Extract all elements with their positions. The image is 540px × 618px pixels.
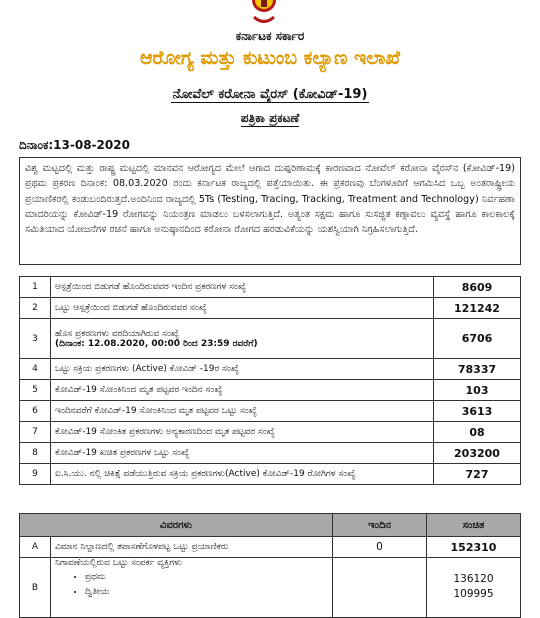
row-label: ನಿಗಾವಣೆಯಲ್ಲಿರುವ ಒಟ್ಟು ಸಂಪರ್ಕ ವ್ಯಕ್ತಿಗಳು <box>55 558 182 568</box>
table-row <box>20 422 521 443</box>
table-row <box>20 537 521 558</box>
release-type-heading <box>0 111 540 127</box>
row-today-value: 0 <box>333 537 427 558</box>
row-value: 103 <box>434 380 521 401</box>
header-cumulative: ಸಂಚಿತ <box>427 514 521 537</box>
details-table <box>19 513 521 618</box>
row-value: 727 <box>434 464 521 485</box>
row-label: ಹೊಸ ಪ್ರಕರಣಗಳು ವರದಿಯಾಗಿರುವ ಸಂಖ್ಯೆ <box>55 328 180 339</box>
row-today-value <box>333 558 427 618</box>
row-label: ಕೋವಿಡ್-19 ಖಚಿತ ಪ್ರಕರಣಗಳ ಒಟ್ಟು ಸಂಖ್ಯೆ <box>51 443 434 464</box>
row-number: 7 <box>20 422 51 443</box>
table-row <box>20 380 521 401</box>
header-details: ವಿವರಗಳು <box>20 514 333 537</box>
release-type-text: ಪತ್ರಿಕಾ ಪ್ರಕಟಣೆ <box>240 111 300 125</box>
table-row <box>20 319 521 359</box>
row-label: ಆಸ್ಪತ್ರೆಯಿಂದ ಬಿಡುಗಡೆ ಹೊಂದಿರುವವರ ಇಂದಿನ ಪ್ರಕರಣಗಳ ಸಂಖ್ಯೆ <box>51 277 434 298</box>
row-value: 203200 <box>434 443 521 464</box>
contact-list <box>55 570 328 600</box>
row-label: ಇಂದಿನವರೆಗೆ ಕೋವಿಡ್-19 ಸೋಂಕಿನಿಂದ ಮೃತ ಪಟ್ಟವರ ಒಟ್ಟು ಸಂಖ್ಯೆ <box>51 401 434 422</box>
row-cumulative-value: 136120 <box>453 573 494 585</box>
row-label: ಒಟ್ಟು ಸಕ್ರಿಯ ಪ್ರಕರಣಗಳು (Active) ಕೋವಿಡ್ -19ರ ಸಂಖ್ಯೆ <box>51 359 434 380</box>
row-label: ಒಟ್ಟು ಆಸ್ಪತ್ರೆಯಿಂದ ಬಿಡುಗಡೆ ಹೊಂದಿರುವವರ ಸಂಖ್ಯೆ <box>51 298 434 319</box>
table-row <box>20 298 521 319</box>
row-number: 6 <box>20 401 51 422</box>
row-number: 3 <box>20 319 51 359</box>
row-letter: A <box>20 537 51 558</box>
row-label: ಐ.ಸಿ.ಯು. ನಲ್ಲಿ ಚಿಕಿತ್ಸೆ ಪಡೆಯುತ್ತಿರುವ ಸಕ್ರಿಯ ಪ್ರಕರಣಗಳು(Active) ಕೋವಿಡ್-19 ರೋಗಿಗಳ ಸಂಖ್ಯೆ <box>51 464 434 485</box>
row-value: 8609 <box>434 277 521 298</box>
row-label: ವಿಮಾನ ನಿಲ್ದಾಣದಲ್ಲಿ ತಪಾಸಣೆಗೊಳಪಟ್ಟ ಒಟ್ಟು ಪ್ರಯಾಣಿಕರು <box>51 537 333 558</box>
summary-table <box>19 276 521 485</box>
row-label-group <box>51 558 333 618</box>
subject-text: ನೋವೆಲ್ ಕರೋನಾ ವೈರಸ್ (ಕೋವಿಡ್-19) <box>172 87 368 102</box>
table-row <box>20 277 521 298</box>
row-cumulative-group <box>427 558 521 618</box>
row-number: 5 <box>20 380 51 401</box>
list-item: • ಪ್ರಥಮ <box>85 570 328 585</box>
subject-heading <box>0 87 540 103</box>
department-title: ಆರೋಗ್ಯ ಮತ್ತು ಕುಟುಂಬ ಕಲ್ಯಾಣ ಇಲಾಖೆ <box>139 47 401 69</box>
table-row <box>20 401 521 422</box>
row-number: 1 <box>20 277 51 298</box>
row-value: 121242 <box>434 298 521 319</box>
row-number: 8 <box>20 443 51 464</box>
table-row <box>20 464 521 485</box>
row-label: ಕೋವಿಡ್-19 ಸೋಂಕಿತ ಪ್ರಕರಣಗಳು ಅನ್ಯಕಾರಣದಿಂದ ಮೃತ ಪಟ್ಟವರ ಸಂಖ್ಯೆ <box>51 422 434 443</box>
government-name: ಕರ್ನಾಟಕ ಸರ್ಕಾರ <box>235 29 305 43</box>
karnataka-emblem-logo <box>249 0 279 28</box>
header-today: ಇಂದಿನ <box>333 514 427 537</box>
row-number: 4 <box>20 359 51 380</box>
row-value: 08 <box>434 422 521 443</box>
intro-paragraph: ವಿಶ್ವ ಮಟ್ಟದಲ್ಲಿ ಮತ್ತು ರಾಷ್ಟ್ರ ಮಟ್ಟದಲ್ಲಿ ಮಾನವನ ಆರೋಗ್ಯದ ಮೇಲೆ ಆಗಾದ ದುಷ್ಪರಿಣಾಮಕ್ಕೆ ಕಾರಣವಾದ ನೋವೆಲ್ ಕರೋನಾ ವೈರಸ್‌ನ (ಕೋವಿಡ್-19) ಪ್ರಥಮ ಪ್ರಕರಣ ದಿನಾಂಕ: 08.03.2020 ರಂದು ಕರ್ನಾಟಕ ರಾಜ್ಯದಲ್ಲಿ ಪತ್ತೆಯಾಯಿತು. ಈ ಪ್ರಕರಣವು ಬೆಂಗಳೂರಿಗೆ ಆಗಮಿಸಿದ ಒಬ್ಬ ಅಂತರಾಷ್ಟ್ರೀಯ ಪ್ರಯಾಣಿಕರಲ್ಲಿ ಕಂಡುಬಂದಿರುತ್ತದೆ.ಅಂದಿನಿಂದ ರಾಜ್ಯದಲ್ಲಿ 5Ts (Testing, Tracing, Tracking, Treatment and Technology) ನಿರ್ವಹಣಾ ಮಾದರಿಯನ್ನು ಕೋವಿಡ್-19 ರೋಗವನ್ನು ನಿಯಂತ್ರಣ ಮಾಡಲು ಬಳಸಲಾಗುತ್ತಿದೆ. ಅತ್ಯಂತ ಸಕ್ಷಮ ಹಾಗೂ ಸುಸಜ್ಜಿತ ಕಣ್ಗಾವಲು ವ್ಯವಸ್ಥೆ ಹಾಗೂ ಕಾಲಕಾಲಕ್ಕೆ ಸಮಿತಿಯಾದ ಯೋಜನೆಗಳ ರಚನೆ ಹಾಗೂ ಅನುಷ್ಠಾನದಿಂದ ಕರೋನಾ ರೋಗದ ಹರಡುವಿಕೆಯನ್ನು ಯಶಸ್ವಿಯಾಗಿ ನಿಗ್ರಹಿಸಲಾಗುತ್ತಿದೆ. <box>19 157 521 265</box>
row-label-group <box>51 319 434 359</box>
table-row <box>20 558 521 618</box>
table-row <box>20 359 521 380</box>
row-cumulative-value: 109995 <box>453 588 494 600</box>
row-value: 3613 <box>434 401 521 422</box>
row-sublabel: (ದಿನಾಂಕ: 12.08.2020, 00:00 ರಿಂದ 23:59 ರವರೆಗೆ) <box>55 338 258 349</box>
row-cumulative-value: 152310 <box>427 537 521 558</box>
row-number: 9 <box>20 464 51 485</box>
row-value: 6706 <box>434 319 521 359</box>
release-date: ದಿನಾಂಕ:13-08-2020 <box>19 138 130 152</box>
row-label: ಕೋವಿಡ್-19 ಸೋಂಕಿನಿಂದ ಮೃತ ಪಟ್ಟವರ ಇಂದಿನ ಸಂಖ್ಯೆ <box>51 380 434 401</box>
row-value: 78337 <box>434 359 521 380</box>
list-item: • ದ್ವಿತೀಯ <box>85 585 328 600</box>
table-row <box>20 443 521 464</box>
details-header-row <box>20 514 521 537</box>
row-number: 2 <box>20 298 51 319</box>
row-letter: B <box>20 558 51 618</box>
